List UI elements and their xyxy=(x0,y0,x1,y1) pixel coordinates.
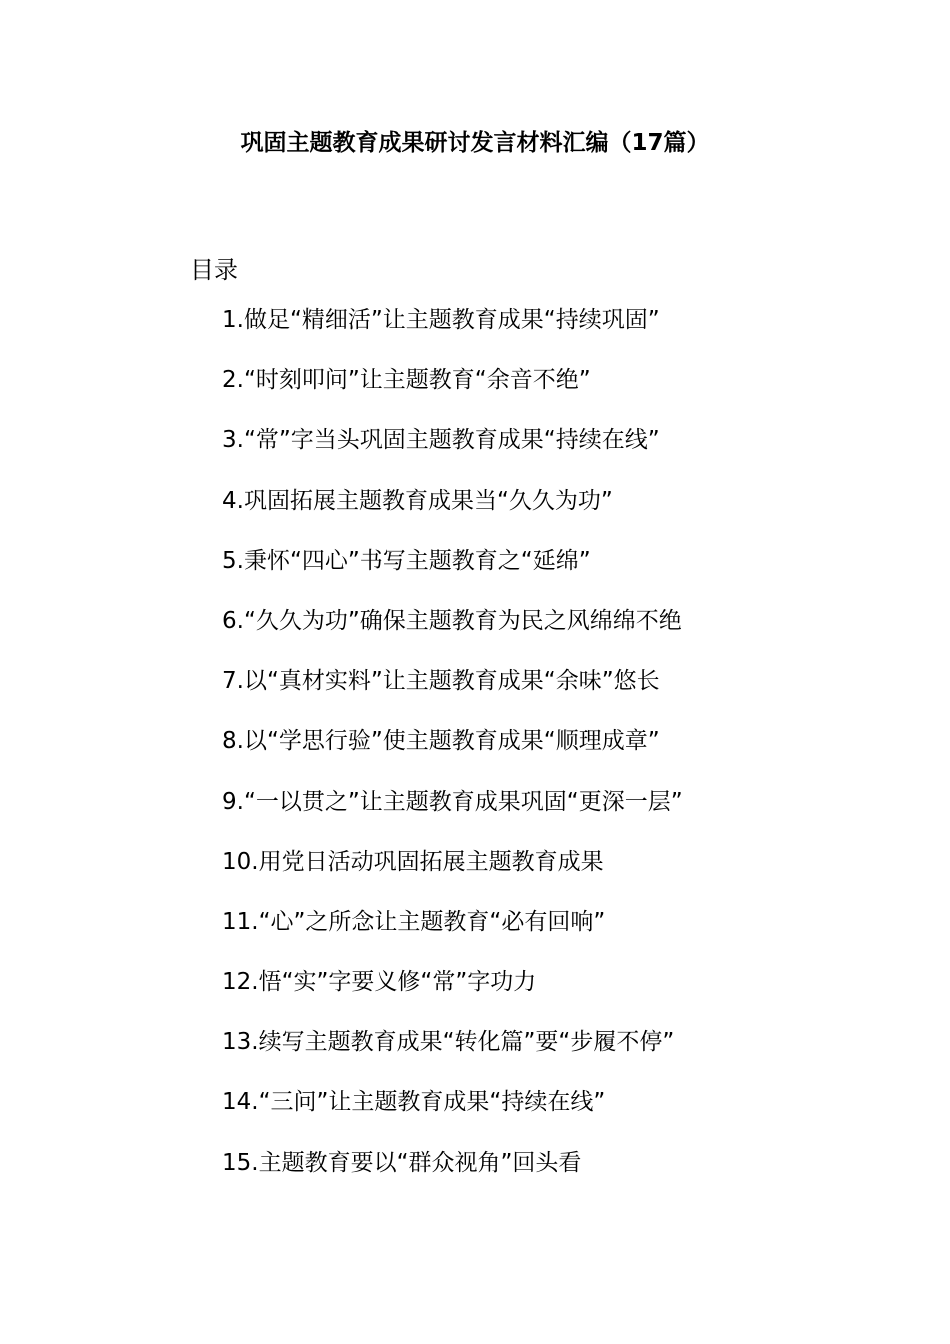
toc-item: 12.悟“实”字要义修“常”字功力 xyxy=(222,969,537,996)
toc-item: 3.“常”字当头巩固主题教育成果“持续在线” xyxy=(222,427,660,454)
toc-item: 15.主题教育要以“群众视角”回头看 xyxy=(222,1149,582,1176)
toc-item: 4.巩固拓展主题教育成果当“久久为功” xyxy=(222,487,613,514)
toc-item: 7.以“真材实料”让主题教育成果“余味”悠长 xyxy=(222,668,660,695)
toc-item: 2.“时刻叩问”让主题教育“余音不绝” xyxy=(222,367,591,394)
document-title: 巩固主题教育成果研讨发言材料汇编（17篇） xyxy=(240,130,710,156)
toc-item: 6.“久久为功”确保主题教育为民之风绵绵不绝 xyxy=(222,607,682,634)
toc-list xyxy=(222,302,922,1205)
toc-item: 9.“一以贯之”让主题教育成果巩固“更深一层” xyxy=(222,788,683,815)
toc-item: 10.用党日活动巩固拓展主题教育成果 xyxy=(222,848,604,875)
toc-item: 5.秉怀“四心”书写主题教育之“延绵” xyxy=(222,547,591,574)
toc-item: 1.做足“精细活”让主题教育成果“持续巩固” xyxy=(222,307,660,333)
toc-item: 11.“心”之所念让主题教育“必有回响” xyxy=(222,908,606,935)
toc-item: 13.续写主题教育成果“转化篇”要“步履不停” xyxy=(222,1029,675,1056)
toc-item: 8.以“学思行验”使主题教育成果“顺理成章” xyxy=(222,728,660,755)
toc-heading: 目录 xyxy=(190,256,238,284)
toc-item: 14.“三问”让主题教育成果“持续在线” xyxy=(222,1089,606,1116)
